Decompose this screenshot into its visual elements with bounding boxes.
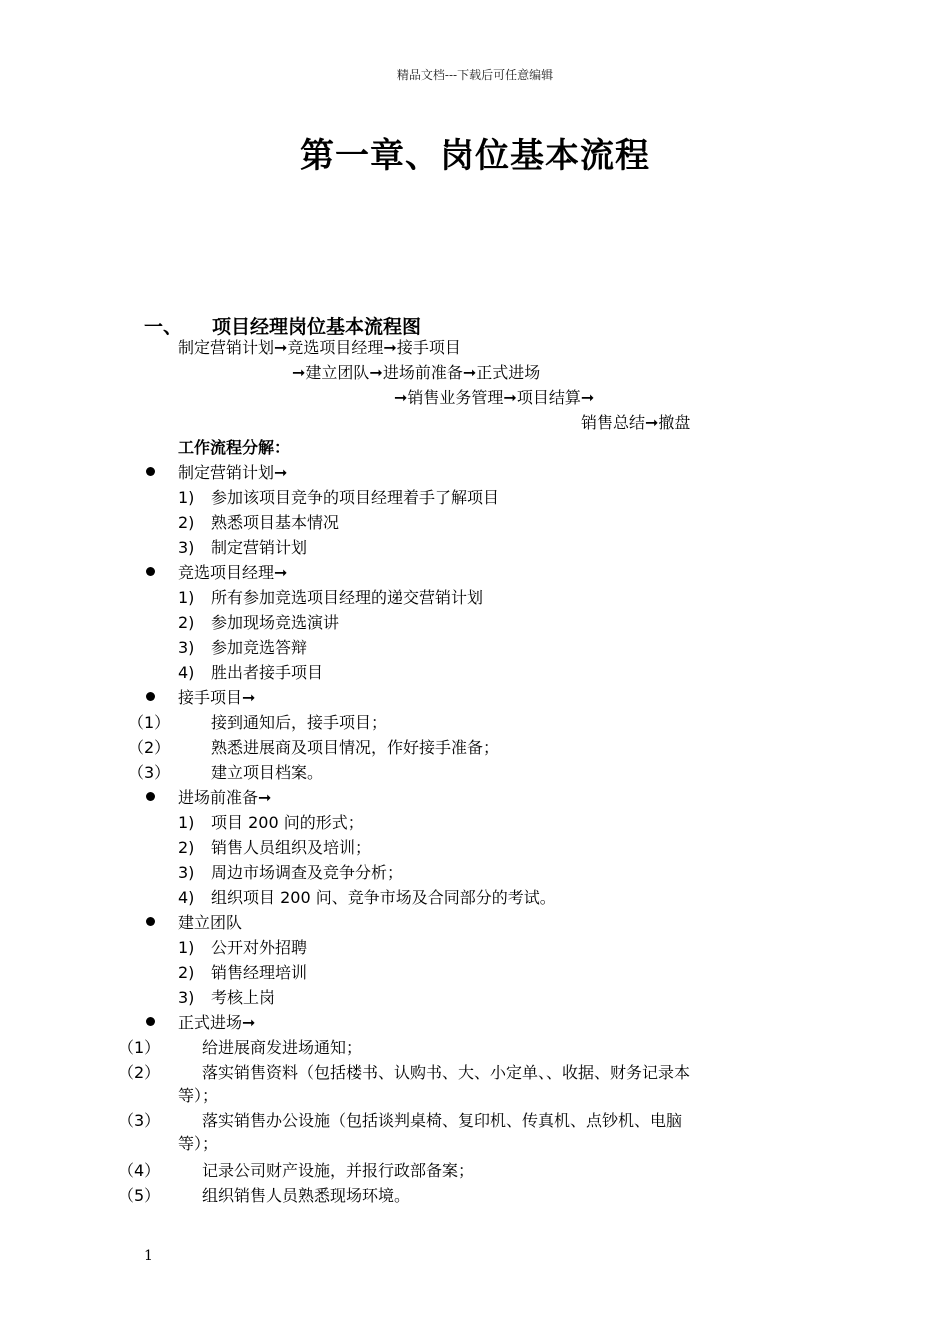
list-item-mark: 4) [178, 663, 195, 682]
list-item-mark: （5） [118, 1186, 161, 1205]
list-item-mark: 1) [178, 938, 195, 957]
list-item-mark: 1) [178, 588, 195, 607]
page-number: 1 [144, 1248, 153, 1264]
list-item-mark: （2） [118, 1063, 161, 1082]
list-item: 组织销售人员熟悉现场环境。 [202, 1186, 411, 1205]
group-title: 正式进场➞ [178, 1013, 256, 1032]
bullet-icon [146, 792, 155, 801]
list-item: 公开对外招聘 [211, 938, 308, 957]
list-item-mark: （1） [128, 713, 171, 732]
list-item-mark: （2） [128, 738, 171, 757]
chapter-title: 第一章、岗位基本流程 [300, 136, 650, 176]
list-item-mark: （3） [128, 763, 171, 782]
list-item: 制定营销计划 [211, 538, 308, 557]
list-item: 给进展商发进场通知； [202, 1038, 363, 1057]
bullet-icon [146, 1017, 155, 1026]
group-title: 建立团队 [178, 913, 243, 932]
section-title-text: 项目经理岗位基本流程图 [212, 316, 422, 338]
flow-line-2: ➞建立团队➞进场前准备➞正式进场 [292, 363, 541, 382]
list-item: 熟悉项目基本情况 [211, 513, 340, 532]
flow-line-4: 销售总结➞撤盘 [581, 413, 691, 432]
list-item: 参加现场竞选演讲 [211, 613, 340, 632]
bullet-icon [146, 692, 155, 701]
list-item: 组织项目 200 问、竞争市场及合同部分的考试。 [211, 888, 556, 907]
list-item-mark: 2) [178, 963, 195, 982]
list-item-mark: 2) [178, 838, 195, 857]
list-item-continuation: 等）； [178, 1086, 219, 1105]
bullet-icon [146, 567, 155, 576]
group-title: 接手项目➞ [178, 688, 256, 707]
group-title: 竞选项目经理➞ [178, 563, 288, 582]
list-item-mark: 3) [178, 988, 195, 1007]
page-header: 精品文档---下载后可任意编辑 [396, 68, 554, 82]
list-item-mark: 3) [178, 538, 195, 557]
list-item: 记录公司财产设施，并报行政部备案； [202, 1161, 475, 1180]
list-item-mark: 2) [178, 613, 195, 632]
flow-line-3: ➞销售业务管理➞项目结算➞ [394, 388, 595, 407]
list-item: 所有参加竞选项目经理的递交营销计划 [211, 588, 484, 607]
list-item: 参加竞选答辩 [211, 638, 308, 657]
list-item-mark: （4） [118, 1161, 161, 1180]
list-item: 建立项目档案。 [211, 763, 324, 782]
section-number: 一、 [144, 316, 183, 338]
list-item: 参加该项目竞争的项目经理着手了解项目 [211, 488, 500, 507]
list-item: 考核上岗 [211, 988, 276, 1007]
list-item-mark: 4) [178, 888, 195, 907]
list-item-mark: （3） [118, 1111, 161, 1130]
group-title: 进场前准备➞ [178, 788, 272, 807]
list-item-mark: 1) [178, 488, 195, 507]
list-item: 熟悉进展商及项目情况，作好接手准备； [211, 738, 500, 757]
list-item-mark: 3) [178, 863, 195, 882]
list-item: 周边市场调查及竞争分析； [211, 863, 404, 882]
list-item-mark: （1） [118, 1038, 161, 1057]
group-title: 制定营销计划➞ [178, 463, 288, 482]
list-item: 接到通知后，接手项目； [211, 713, 388, 732]
bullet-icon [146, 917, 155, 926]
list-item: 项目 200 问的形式； [211, 813, 364, 832]
list-item-mark: 3) [178, 638, 195, 657]
flow-line-1: 制定营销计划➞竞选项目经理➞接手项目 [178, 338, 461, 357]
list-item: 落实销售办公设施（包括谈判桌椅、复印机、传真机、点钞机、电脑 [202, 1111, 683, 1130]
list-item-mark: 2) [178, 513, 195, 532]
list-item-mark: 1) [178, 813, 195, 832]
list-item: 胜出者接手项目 [211, 663, 324, 682]
bullet-icon [146, 467, 155, 476]
list-item: 销售经理培训 [211, 963, 308, 982]
section-title [144, 312, 421, 339]
list-item: 落实销售资料（包括楼书、认购书、大、小定单、、收据、财务记录本 [202, 1063, 691, 1082]
list-item: 销售人员组织及培训； [211, 838, 372, 857]
list-item-continuation: 等）； [178, 1134, 219, 1153]
breakdown-title: 工作流程分解： [178, 438, 291, 457]
